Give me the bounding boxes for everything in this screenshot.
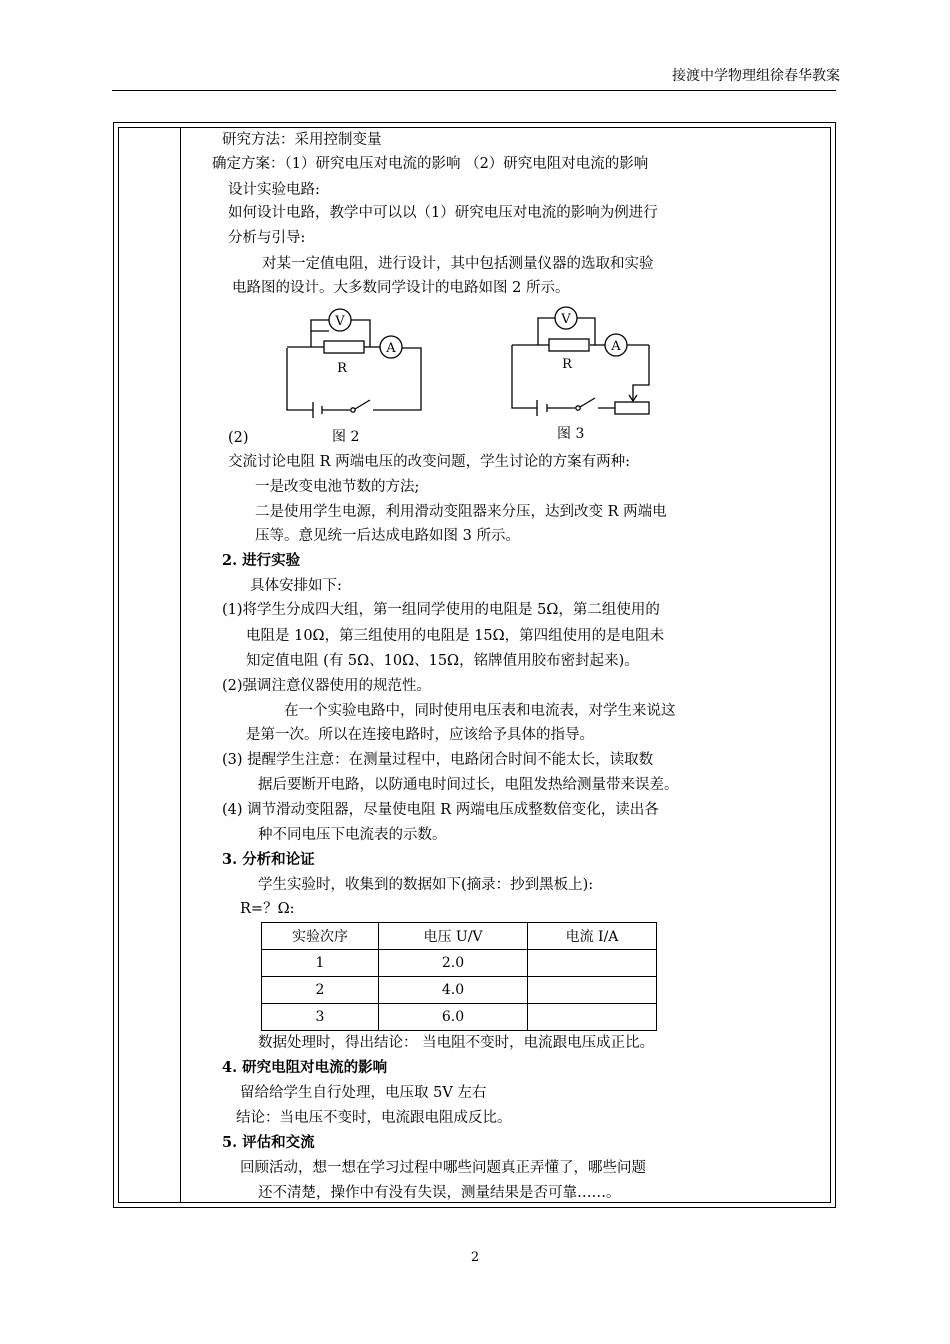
figure-number: (2) [228,430,249,446]
resistor-label: R [562,357,572,372]
text-line: 数据处理时，得出结论： 当电阻不变时，电流跟电压成正比。 [258,1035,655,1051]
table-row [262,1004,657,1031]
resistance-label: R=？Ω: [240,901,295,917]
header-rule [112,90,836,91]
research-method: 研究方法：采用控制变量 [222,132,382,148]
text-line: 知定值电阻 (有 5Ω、10Ω、15Ω，铭牌值用胶布密封起来)。 [246,653,639,669]
text-line: 回顾活动，想一想在学习过程中哪些问题真正弄懂了，哪些问题 [240,1160,646,1176]
circuit-figure-2 [280,300,430,420]
section-heading-4: 4. 研究电阻对电流的影响 [222,1059,388,1076]
text-line: 据后要断开电路，以防通电时间过长，电阻发热给测量带来误差。 [258,777,679,793]
text-line: 电路图的设计。大多数同学设计的电路如图 2 所示。 [232,280,570,296]
page-number: 2 [470,1250,480,1265]
design-circuit: 设计实验电路: [228,182,320,198]
text-line: 分析与引导: [228,230,306,246]
table-header-row [262,923,657,950]
table-cell [528,1004,657,1031]
text-line: 二是使用学生电源，利用滑动变阻器来分压，达到改变 R 两端电 [255,504,667,520]
text-line: (2)强调注意仪器使用的规范性。 [222,678,432,694]
text-line: 压等。意见统一后达成电路如图 3 所示。 [255,528,520,544]
text-line: (1)将学生分成四大组，第一组同学使用的电阻是 5Ω，第二组使用的 [222,602,660,618]
text-line: 是第一次。所以在连接电路时，应该给予具体的指导。 [246,727,594,743]
text-line: 如何设计电路，教学中可以以（1）研究电压对电流的影响为例进行 [228,205,658,221]
table-cell: 2 [262,977,379,1004]
text-line: 还不清楚，操作中有没有失误，测量结果是否可靠……。 [258,1185,621,1201]
text-line: 具体安排如下: [250,578,342,594]
table-cell: 1 [262,950,379,977]
text-line: 交流讨论电阻 R 两端电压的改变问题，学生讨论的方案有两种: [228,454,631,470]
column-divider [180,127,181,1203]
section-heading-2: 2. 进行实验 [222,552,301,569]
table-cell: 2.0 [379,950,528,977]
data-table [261,922,657,1031]
text-line: (4) 调节滑动变阻器，尽量使电阻 R 两端电压成整数倍变化，读出各 [222,802,659,818]
resistor-label: R [337,361,347,376]
figure-3-caption: 图 3 [557,426,585,442]
section-heading-5: 5. 评估和交流 [222,1134,315,1151]
text-line: 对某一定值电阻，进行设计，其中包括测量仪器的选取和实验 [262,256,654,272]
ammeter-symbol: A [611,339,621,354]
text-line: (3) 提醒学生注意：在测量过程中，电路闭合时间不能太长，读取数 [222,752,654,768]
plan-line: 确定方案：（1）研究电压对电流的影响 （2）研究电阻对电流的影响 [212,156,649,172]
header-title: 接渡中学物理组徐春华教案 [672,68,840,84]
text-line: 结论：当电压不变时，电流跟电阻成反比。 [236,1110,512,1126]
table-row [262,977,657,1004]
table-cell: 6.0 [379,1004,528,1031]
table-header-cell: 电流 I/A [528,923,657,950]
ammeter-symbol: A [386,341,396,356]
table-cell: 3 [262,1004,379,1031]
circuit-figure-3 [505,300,660,420]
voltmeter-symbol: V [335,314,345,329]
table-cell: 4.0 [379,977,528,1004]
text-line: 一是改变电池节数的方法; [255,479,420,495]
text-line: 电阻是 10Ω，第三组使用的电阻是 15Ω，第四组使用的是电阻未 [246,628,665,644]
text-line: 学生实验时，收集到的数据如下(摘录：抄到黑板上): [258,877,594,893]
figure-2-caption: 图 2 [332,429,360,445]
table-header-cell: 实验次序 [262,923,379,950]
voltmeter-symbol: V [561,312,571,327]
table-header-cell: 电压 U/V [379,923,528,950]
text-line: 种不同电压下电流表的示数。 [258,827,447,843]
text-line: 在一个实验电路中，同时使用电压表和电流表，对学生来说这 [284,703,676,719]
table-cell [528,977,657,1004]
text-line: 留给给学生自行处理，电压取 5V 左右 [240,1085,487,1101]
section-heading-3: 3. 分析和论证 [222,851,315,868]
table-cell [528,950,657,977]
table-row [262,950,657,977]
